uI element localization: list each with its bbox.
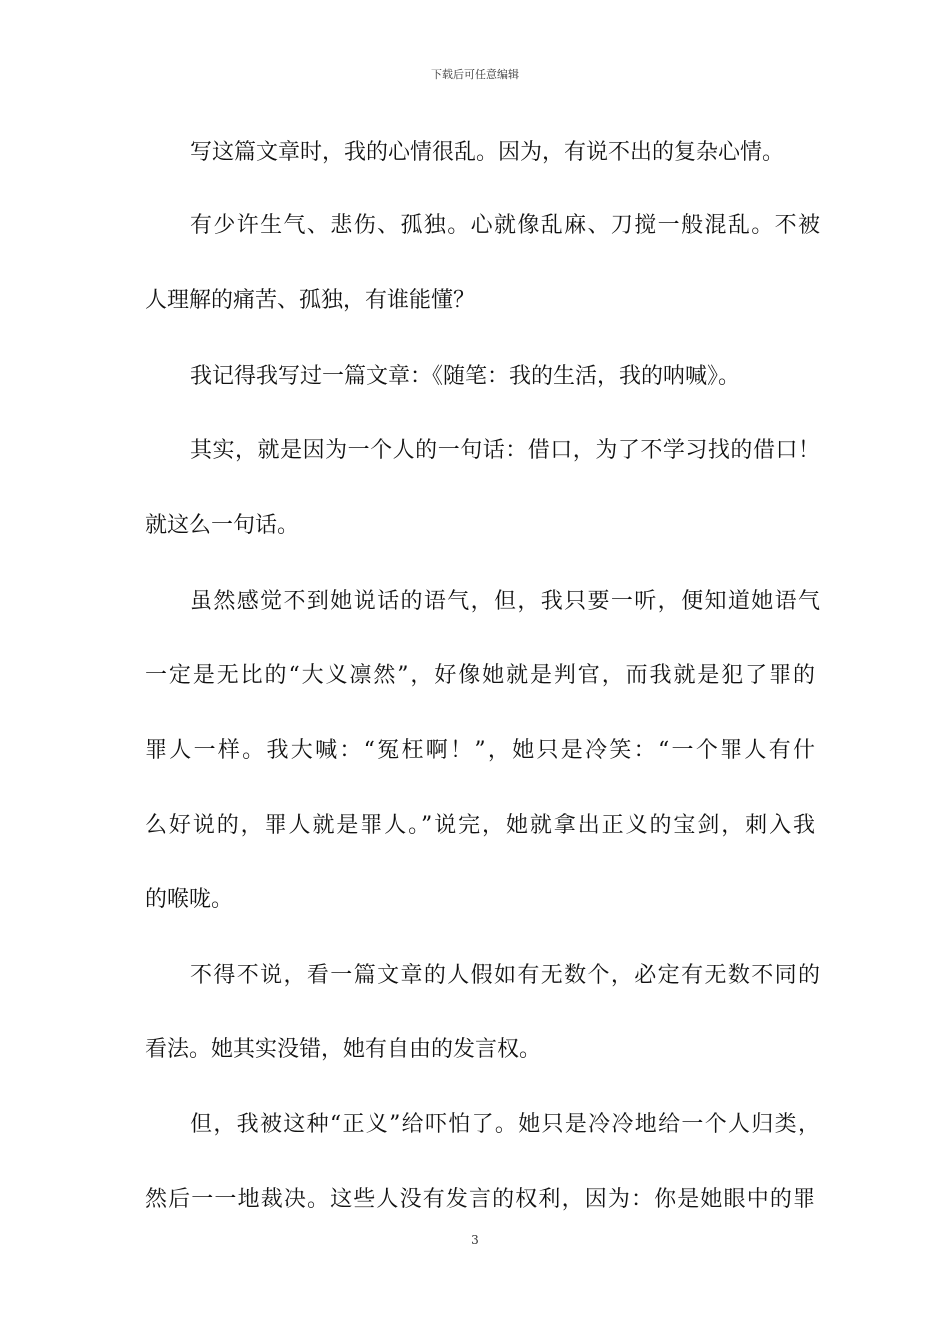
text-line: 一定是无比的“大义凛然”，好像她就是判官，而我就是犯了罪的: [145, 663, 815, 688]
text-line: 罪人一样。我大喊：“冤枉啊！”，她只是冷笑：“一个罪人有什: [145, 738, 815, 763]
text-line: 就这么一句话。: [145, 513, 300, 538]
text-line: 看法。她其实没错，她有自由的发言权。: [145, 1037, 542, 1062]
text-line: 的喉咙。: [145, 887, 234, 912]
text-line: 不得不说，看一篇文章的人假如有无数个，必定有无数不同的: [190, 963, 820, 988]
text-line: 人理解的痛苦、孤独，有谁能懂？: [145, 288, 476, 313]
page-number: 3: [471, 1233, 479, 1247]
text-line: 虽然感觉不到她说话的语气，但，我只要一听，便知道她语气: [190, 589, 820, 614]
text-line: 其实，就是因为一个人的一句话：借口，为了不学习找的借口！: [190, 438, 820, 463]
text-line: 我记得我写过一篇文章：《随笔：我的生活，我的呐喊》。: [190, 364, 741, 389]
text-line: 么好说的，罪人就是罪人。”说完，她就拿出正义的宝剑，刺入我: [145, 813, 815, 838]
text-line: 写这篇文章时，我的心情很乱。因为，有说不出的复杂心情。: [190, 140, 785, 165]
text-line: 然后一一地裁决。这些人没有发言的权利，因为：你是她眼中的罪: [145, 1187, 815, 1212]
page-header: 下载后可任意编辑: [431, 68, 519, 81]
text-line: 但，我被这种“正义”给吓怕了。她只是冷冷地给一个人归类，: [190, 1112, 820, 1137]
text-line: 有少许生气、悲伤、孤独。心就像乱麻、刀搅一般混乱。不被: [190, 213, 820, 238]
